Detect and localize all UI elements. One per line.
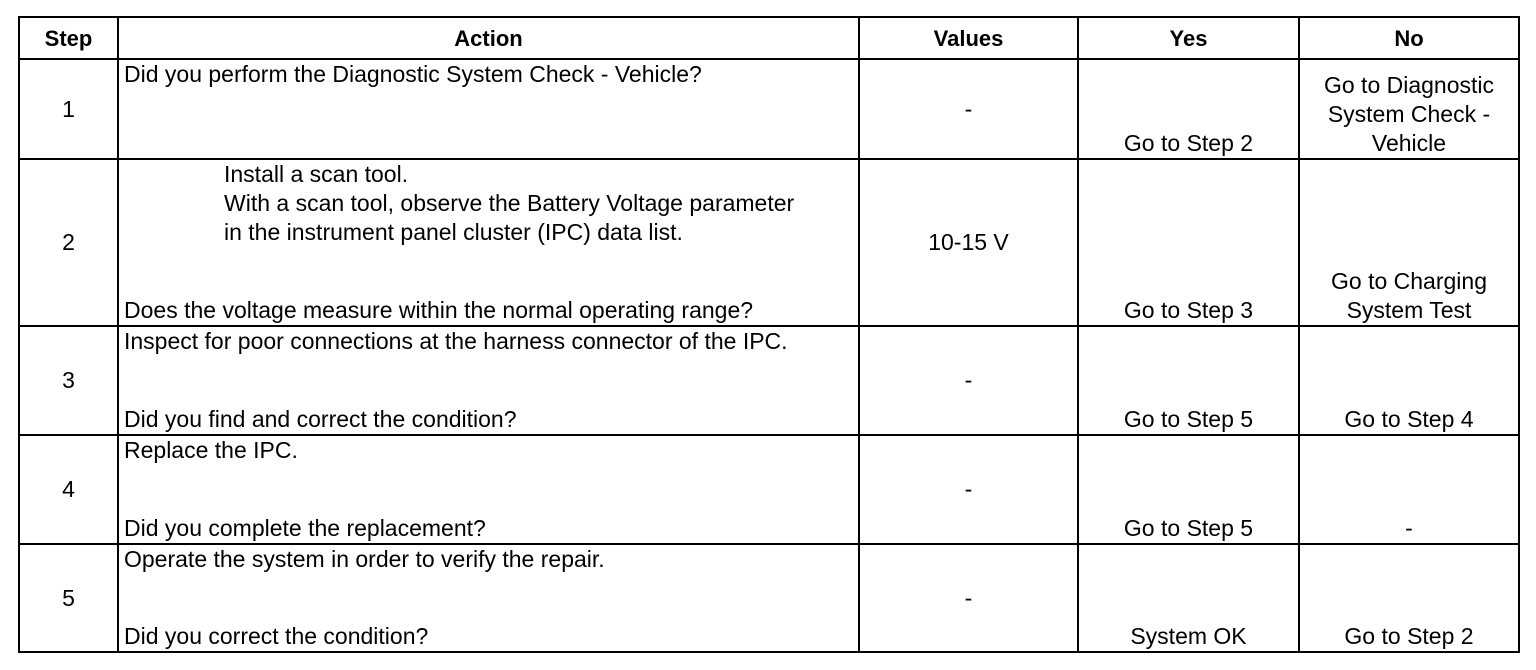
yes-cell: Go to Step 2 [1078, 59, 1299, 159]
step-number: 1 [19, 59, 118, 159]
step-number: 3 [19, 326, 118, 435]
no-cell: Go to Step 2 [1299, 544, 1519, 652]
table-row [19, 59, 1519, 159]
action-cell [118, 544, 859, 652]
yes-cell: Go to Step 3 [1078, 159, 1299, 326]
yes-cell: Go to Step 5 [1078, 435, 1299, 544]
no-text: System Test [1346, 297, 1472, 323]
action-question: Did you complete the replacement? [124, 515, 486, 541]
no-cell: - [1299, 435, 1519, 544]
values-cell: - [859, 544, 1078, 652]
action-cell [118, 435, 859, 544]
values-cell: - [859, 59, 1078, 159]
yes-cell: Go to Step 5 [1078, 326, 1299, 435]
yes-cell: System OK [1078, 544, 1299, 652]
action-cell [118, 326, 859, 435]
no-cell: Go to Step 4 [1299, 326, 1519, 435]
action-question: Does the voltage measure within the normal operating range? [124, 297, 754, 323]
values-cell: - [859, 326, 1078, 435]
action-text: Inspect for poor connections at the harness connector of the IPC. [124, 328, 788, 354]
no-text: Vehicle [1371, 130, 1447, 156]
action-question: Did you correct the condition? [124, 623, 429, 649]
no-text: System Check - [1327, 101, 1491, 127]
header-step: Step [19, 17, 118, 59]
action-text: With a scan tool, observe the Battery Voltage parameter [224, 190, 795, 216]
header-row [19, 17, 1519, 59]
no-text: Go to Diagnostic [1323, 72, 1495, 98]
action-text: Did you perform the Diagnostic System Check - Vehicle? [124, 61, 702, 87]
no-text: Go to Charging [1331, 268, 1487, 294]
no-cell [1299, 159, 1519, 326]
step-number: 4 [19, 435, 118, 544]
step-number: 5 [19, 544, 118, 652]
values-cell: 10-15 V [859, 159, 1078, 326]
values-cell: - [859, 435, 1078, 544]
table-row [19, 159, 1519, 326]
no-cell [1299, 59, 1519, 159]
diagnostic-table [18, 16, 1520, 653]
action-text: in the instrument panel cluster (IPC) data list. [224, 219, 683, 245]
action-cell [118, 59, 859, 159]
table-row [19, 544, 1519, 652]
table-row [19, 435, 1519, 544]
header-action: Action [118, 17, 859, 59]
table-row [19, 326, 1519, 435]
action-text: Install a scan tool. [224, 161, 409, 187]
action-text: Replace the IPC. [124, 437, 298, 463]
header-no: No [1299, 17, 1519, 59]
header-values: Values [859, 17, 1078, 59]
action-cell [118, 159, 859, 326]
step-number: 2 [19, 159, 118, 326]
action-question: Did you find and correct the condition? [124, 406, 517, 432]
action-text: Operate the system in order to verify the repair. [124, 546, 605, 572]
header-yes: Yes [1078, 17, 1299, 59]
